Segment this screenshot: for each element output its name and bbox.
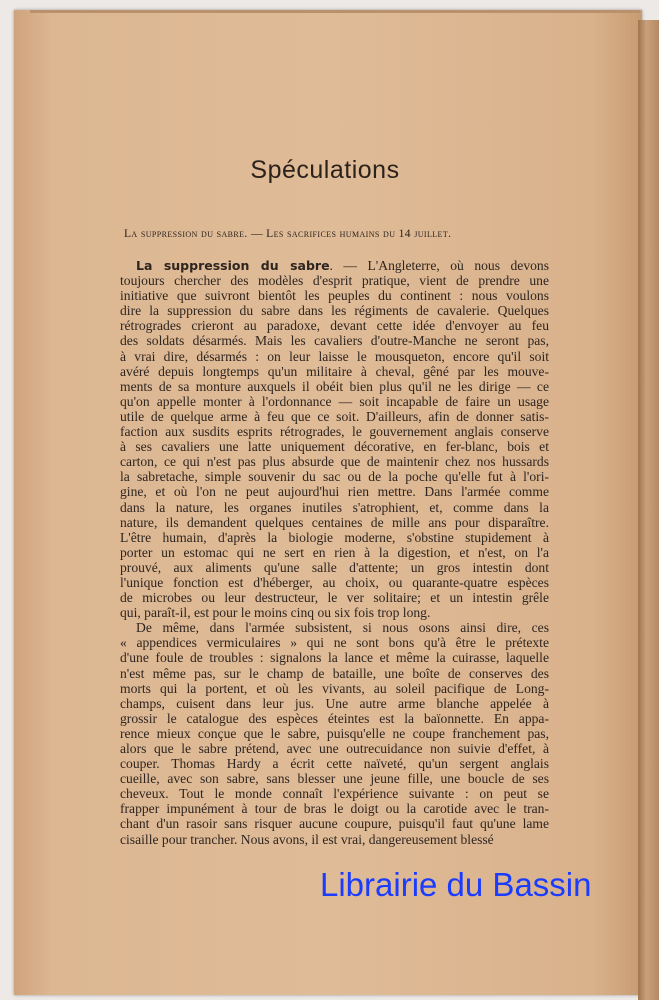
- text-line: des soldats désarmés. Mais les cavaliers d'outre-Manche ne seront pas,: [120, 333, 549, 349]
- text-line: dire la suppression du sabre dans les régiments de cavalerie. Quelques: [120, 303, 549, 319]
- text-line: l'unique fonction est d'héberger, au choix, ou quarante-quatre espèces: [120, 574, 549, 590]
- chapter-subheading: La suppression du sabre. — Les sacrifices humains du 14 juillet.: [124, 228, 452, 240]
- page-top-edge: [30, 10, 640, 13]
- text-line: cheveux. Tout le monde connaît l'expérience suivante : on peut se: [120, 786, 549, 802]
- text-line: couper. Thomas Hardy a écrit cette naïveté, qu'un sergent anglais: [120, 756, 549, 772]
- text-line: alors que le sabre prétend, avec une outrecuidance non suivie d'effet, à: [120, 741, 549, 756]
- text-line: champs, cuisent dans leur jus. Une autre arme blanche appelée à: [120, 695, 549, 711]
- text-line: carton, ce qui n'est pas plus absurde que de maintenir chez nos hussards: [120, 454, 549, 470]
- text-line: chant d'un rasoir sans risquer aucune coupure, puisqu'il faut qu'une lame: [120, 816, 549, 832]
- watermark: Librairie du Bassin: [320, 866, 592, 903]
- text-line: grossir le catalogue des espèces éteintes est la baïonnette. En appa-: [120, 710, 549, 726]
- text-line: à vrai dire, désarmés : on leur laisse le mousqueton, encore qu'il soit: [120, 348, 549, 364]
- text-line: avéré depuis longtemps qu'un militaire à cheval, gêné par les mouve-: [120, 363, 549, 379]
- text-line: cisaille pour trancher. Nous avons, il est vrai, dangereusement blessé: [120, 831, 494, 847]
- text-line: faction aux susdits esprits rétrogrades, le gouvernement anglais conserve: [120, 424, 549, 440]
- text-line: qui, paraît-il, est pour le moins cinq ou six fois trop long.: [120, 605, 431, 621]
- text-line: rence mieux conçue que le sabre, puisqu'elle ne coupe franchement pas,: [120, 725, 549, 741]
- text-line: la sabretache, simple souvenir du sac ou de la poche qu'elle fut à l'ori-: [120, 469, 549, 485]
- text-line: rétrogrades crieront au paradoxe, devant cette idée d'envoyer au feu: [120, 318, 549, 334]
- text-line: initiative que suivront bientôt les peuples du continent : nous voulons: [120, 288, 549, 304]
- text-line: qu'on appelle monter à l'ordonnance — soit incapable de faire un usage: [120, 393, 549, 409]
- text-line: [120, 258, 549, 273]
- text-line: morts qui la portent, et où les vivants, au soleil pacifique de Long-: [120, 680, 549, 696]
- section-lead-in: La suppression du sabre: [136, 258, 330, 273]
- text-line: cueille, avec son sabre, sans blesser une jeune fille, une boucle de ses: [120, 771, 549, 787]
- text-line: L'être humain, d'après la biologie moderne, s'obstine stupidement à: [120, 529, 549, 545]
- text-line: ments de sa monture auxquels il obéit bien plus qu'il ne les dirige — ce: [120, 378, 549, 394]
- text-line: De même, dans l'armée subsistent, si nous osons ainsi dire, ces: [136, 620, 549, 636]
- text-line: « appendices vermiculaires » qui ne sont bons qu'à être le prétexte: [120, 635, 549, 651]
- text-line: gine, et où l'on ne peut aujourd'hui rien mettre. Dans l'armée comme: [120, 484, 549, 500]
- text-line: prouvé, aux aliments qu'une salle d'attente; un gros intestin dont: [120, 559, 549, 575]
- text-line: n'est même pas, sur le champ de bataille, une boîte de conserves des: [120, 665, 549, 681]
- text-line: nature, ils demandent quelques centaines de mille ans pour disparaître.: [120, 514, 549, 530]
- text-line: dans la nature, les organes inutiles s'atrophient, et, comme dans la: [120, 499, 549, 515]
- body-text: [120, 258, 549, 847]
- text-line: porter un estomac qui ne sert en rien à la digestion, et n'est, on l'a: [120, 544, 549, 560]
- page-title: Spéculations: [250, 156, 400, 184]
- text-line: utile de quelque arme à feu que ce soit. D'ailleurs, afin de donner satis-: [120, 408, 549, 424]
- text-line: frapper impunément à tour de bras le doigt ou la carotide avec le tran-: [120, 801, 549, 817]
- text-line: à ses cavaliers une latte uniquement décorative, en fer-blanc, bois et: [120, 439, 549, 455]
- text-line: d'une foule de troubles : signalons la lance et même la cuirasse, laquelle: [120, 650, 549, 666]
- text-line-content: . — L'Angleterre, où nous devons: [329, 258, 549, 273]
- text-line: de microbes ou leur destructeur, le ver solitaire; et un intestin grêle: [120, 590, 549, 606]
- text-line: toujours chercher des modèles d'esprit pratique, vient de prendre une: [120, 273, 549, 289]
